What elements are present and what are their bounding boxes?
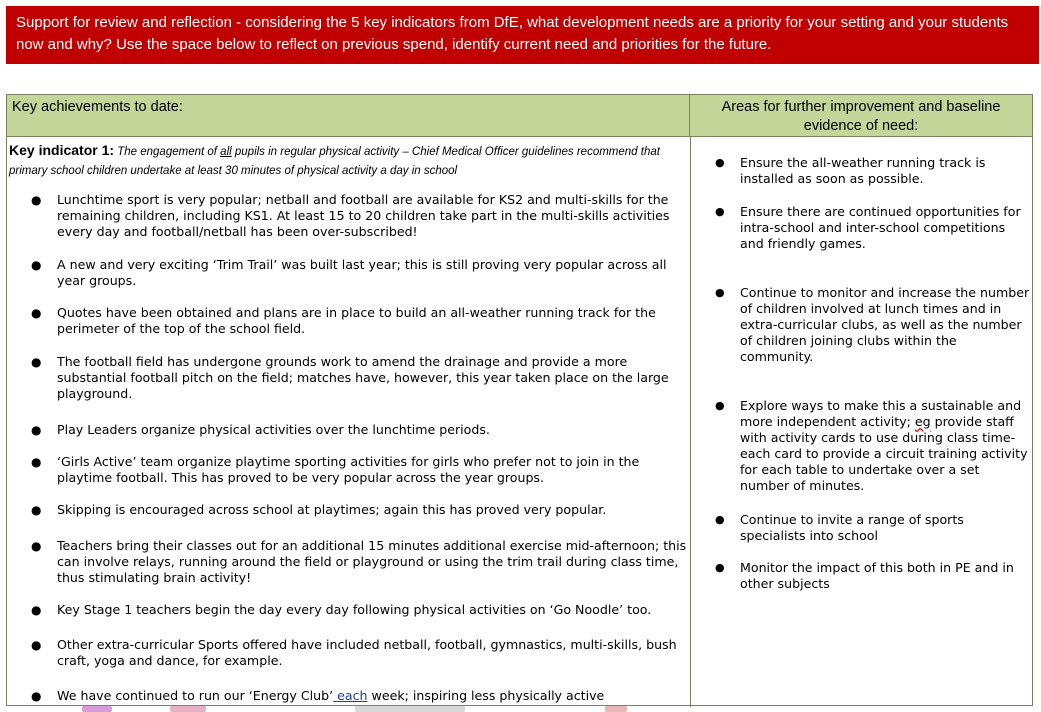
- footer-logo: [82, 706, 112, 712]
- bullet-icon: ●: [31, 638, 42, 652]
- bullet-icon: ●: [31, 603, 42, 617]
- achievements-cell: [7, 137, 690, 707]
- achievement-text: Lunchtime sport is very popular; netball and football are available for KS2 and multi-skills for the remaining children, including KS1. At least 15 to 20 children take part in the multi-skills activities every day and football/netball has been over-subscribed!: [57, 192, 670, 239]
- key-indicator-text: The engagement of: [114, 146, 221, 158]
- achievement-text: The football field has undergone grounds work to amend the drainage and provide a more substantial football pitch on the field; matches have, however, this year taken place on the large playground.: [57, 354, 669, 401]
- improvement-text: Ensure there are continued opportunities for intra-school and inter-school competitions and friendly games.: [740, 204, 1021, 251]
- achievement-text: Teachers bring their classes out for an additional 15 minutes additional exercise mid-afternoon; this can involve relays, running around the field or playground or using the trim trail during class time, thus stimulating brain activity!: [57, 538, 687, 585]
- key-indicator: [9, 141, 684, 180]
- bullet-icon: ●: [31, 306, 42, 320]
- bullet-icon: ●: [31, 193, 42, 207]
- achievement-text-start: We have continued to run our ‘Energy Club’: [57, 688, 334, 703]
- review-table: [6, 94, 1033, 706]
- bullet-icon: ●: [715, 513, 725, 526]
- improvement-text-start: Explore ways to make this a sustainable and more independent activity;: [740, 398, 1022, 429]
- improvement-text: Monitor the impact of this both in PE and in other subjects: [740, 560, 1014, 591]
- achievement-text: Skipping is encouraged across school at playtimes; again this has proved very popular.: [57, 502, 607, 517]
- achievement-text: [57, 688, 689, 704]
- improvements-header: Areas for further improvement and baseline evidence of need:: [690, 95, 1032, 137]
- bullet-icon: ●: [715, 286, 725, 299]
- improvement-text: Continue to invite a range of sports specialists into school: [740, 512, 964, 543]
- bullet-icon: ●: [31, 355, 42, 369]
- achievement-text: Quotes have been obtained and plans are in place to build an all-weather running track for the perimeter of the top of the school field.: [57, 305, 656, 336]
- footer-logo: [170, 706, 206, 712]
- improvements-cell: [691, 137, 1032, 707]
- achievements-header: Key achievements to date:: [7, 95, 690, 137]
- bullet-icon: ●: [715, 399, 725, 412]
- bullet-icon: ●: [31, 689, 42, 703]
- footer-logo: [605, 706, 627, 712]
- energy-club-link[interactable]: each: [333, 688, 368, 703]
- improvement-text: Ensure the all-weather running track is installed as soon as possible.: [740, 155, 986, 186]
- achievement-text-end: week; inspiring less physically active: [367, 688, 605, 703]
- bullet-icon: ●: [715, 156, 725, 169]
- footer-logo: [355, 706, 465, 712]
- key-indicator-text-rest: pupils in regular physical activity – Chief Medical Officer guidelines recommend that primary school children undertake at least 30 minutes of physical activity a day in school: [9, 146, 660, 177]
- achievement-text: A new and very exciting ‘Trim Trail’ was built last year; this is still proving very popular across all year groups.: [57, 257, 667, 288]
- bullet-icon: ●: [715, 561, 725, 574]
- instructions-banner: [6, 6, 1039, 64]
- bullet-icon: ●: [31, 423, 42, 437]
- achievement-text: Key Stage 1 teachers begin the day every day following physical activities on ‘Go Noodle’ too.: [57, 602, 652, 617]
- bullet-icon: ●: [715, 205, 725, 218]
- key-indicator-emphasis: all: [220, 146, 232, 158]
- footer-logos-strip: [0, 706, 1041, 712]
- key-indicator-label: Key indicator 1:: [9, 142, 115, 158]
- bullet-icon: ●: [31, 503, 42, 517]
- improvement-text: Continue to monitor and increase the number of children involved at lunch times and in extra-curricular clubs, as well as the number of children joining clubs within the community.: [740, 285, 1030, 364]
- bullet-icon: ●: [31, 539, 42, 553]
- banner-text: Support for review and reflection - considering the 5 key indicators from DfE, what development needs are a priority for your setting and your students now and why? Use the space below to reflect on previous spend, identify current need and priorities for the future.: [16, 14, 1009, 53]
- bullet-icon: ●: [31, 455, 42, 469]
- improvement-text: [740, 398, 1032, 494]
- achievement-text: Play Leaders organize physical activities over the lunchtime periods.: [57, 422, 490, 437]
- achievement-text: Other extra-curricular Sports offered have included netball, football, gymnastics, multi-skills, bush craft, yoga and dance, for example.: [57, 637, 677, 668]
- achievement-text: ‘Girls Active’ team organize playtime sporting activities for girls who prefer not to join in the playtime football. This has proved to be very popular across the year groups.: [57, 454, 640, 485]
- bullet-icon: ●: [31, 258, 42, 272]
- improvement-text-end: provide staff with activity cards to use during class time- each card to provide a circuit training activity for each table to undertake over a set number of minutes.: [740, 414, 1028, 493]
- spellcheck-flagged-word: eg: [914, 414, 931, 429]
